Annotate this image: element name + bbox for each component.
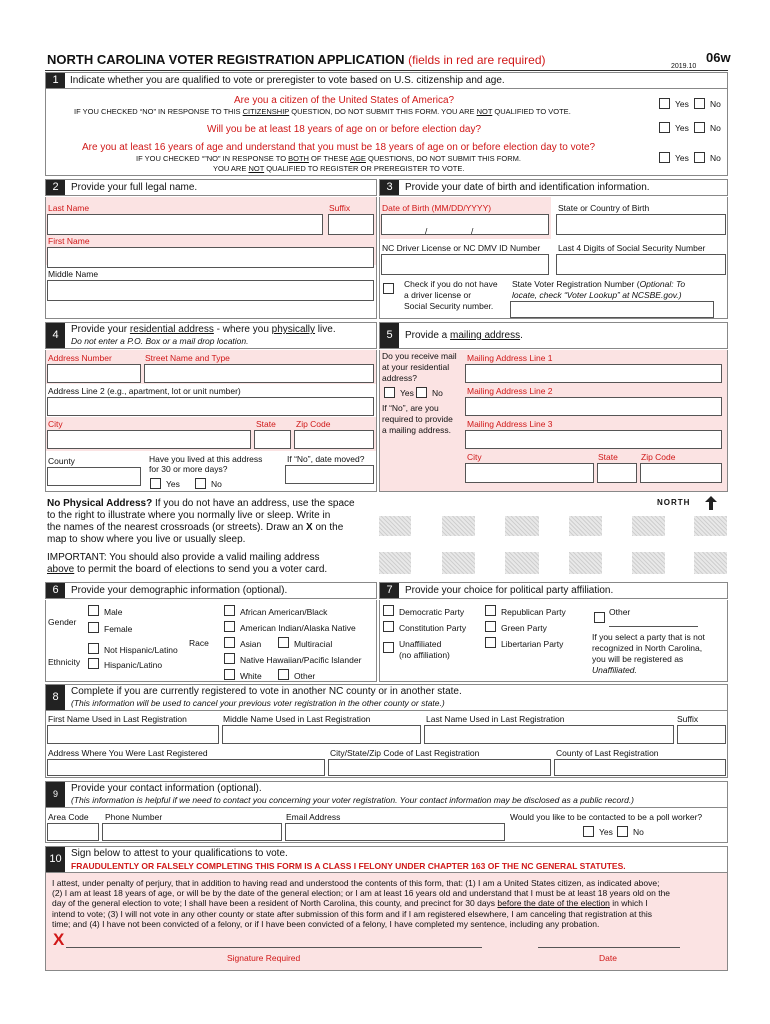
age16-question: Are you at least 16 years of age and understand that you must be 18 years of age on or before election day to vote? [82, 142, 596, 153]
section-1-title: Indicate whether you are qualified to vote or preregister to vote based on U.S. citizenship and age. [70, 75, 505, 86]
ssn-label: Last 4 Digits of Social Security Number [558, 243, 706, 253]
attestation-text: I attest, under penalty of perjury, that in addition to having read and understood the contents of this form, that: (1) I am a United States citizen, as indicated above; (2) I am at least 18 years of age, or will be by the date of the general election; or I am at least 16 years old and understand that I must be at least 18 years old on the day of the general election to vote; I shall have been a resident of North Carolina, this county, and precinct for 30 days before the date of the election in which I intend to vote; (3) I will not vote in any other county or state after submission of this form and if I am registered elsewhere, I am canceling that registration at this time; and (4) I have not been convicted of a felony, or if I have been convicted of a felony, I have completed my sentence, including any probation. [52, 878, 671, 929]
birth-state-field[interactable] [556, 214, 726, 235]
citizen-question: Are you a citizen of the United States of America? [234, 95, 455, 106]
state-label: State [256, 419, 276, 429]
citizen-yes-checkbox[interactable] [659, 98, 670, 109]
green-label: Green Party [501, 623, 547, 633]
section-4-header [45, 322, 377, 349]
date-moved-field[interactable] [285, 465, 374, 484]
prev-last-label: Last Name Used in Last Registration [426, 714, 565, 724]
age-note-1: IF YOU CHECKED “”NO” IN RESPONSE TO BOTH OF THESE AGE QUESTIONS, DO NOT SUBMIT THIS FORM. [136, 154, 521, 163]
nhpi-label: Native Hawaiian/Pacific Islander [240, 655, 362, 665]
section-6-title: Provide your demographic information (optional). [71, 585, 288, 596]
yes-label: Yes [675, 123, 689, 133]
if-no-required-2: required to provide [382, 414, 453, 424]
last-name-label: Last Name [48, 203, 90, 213]
mailing-state-label: State [598, 452, 618, 462]
receive-mail-q3: address? [382, 373, 417, 383]
age-note-2: YOU ARE NOT QUALIFIED TO REGISTER OR PREREGISTER TO VOTE. [213, 164, 465, 173]
yes-label: Yes [599, 827, 613, 837]
section-4-title: Provide your residential address - where you physically live. [71, 324, 336, 335]
signature-line[interactable] [66, 947, 482, 948]
dob-label: Date of Birth (MM/DD/YYYY) [382, 203, 492, 213]
address-line2-field[interactable] [47, 397, 374, 416]
mailing-line2-label: Mailing Address Line 2 [467, 386, 553, 396]
form-version: 2019.10 [671, 63, 697, 70]
hispanic-checkbox[interactable] [88, 658, 99, 669]
unaffiliated-checkbox[interactable] [383, 642, 394, 653]
map-block [694, 552, 727, 574]
hispanic-label: Hispanic/Latino [104, 660, 163, 670]
dl-label: NC Driver License or NC DMV ID Number [382, 243, 541, 253]
no-id-text-2: a driver license or [404, 290, 472, 300]
party-note-3: you will be registered as [592, 654, 684, 664]
if-no-required-1: If “No”, are you [382, 403, 439, 413]
map-block [379, 516, 411, 536]
map-block [379, 552, 411, 574]
address-number-label: Address Number [48, 353, 112, 363]
first-name-field[interactable] [47, 247, 374, 268]
party-note-1: If you select a party that is not [592, 632, 705, 642]
mailing-city-label: City [467, 452, 482, 462]
date-moved-label: If “No”, date moved? [287, 454, 365, 464]
asian-label: Asian [240, 639, 262, 649]
section-3-number: 3 [380, 180, 399, 195]
lived-30-days-label: Have you lived at this address [149, 454, 263, 464]
email-field[interactable] [285, 823, 505, 841]
race-label: Race [189, 638, 209, 648]
ssn-field[interactable] [556, 254, 726, 275]
north-arrow-icon [705, 496, 717, 515]
date-label: Date [599, 953, 617, 963]
zip-field[interactable] [294, 430, 374, 449]
citizen-note: IF YOU CHECKED “NO” IN RESPONSE TO THIS CITIZENSHIP QUESTION, DO NOT SUBMIT THIS FORM. YOU ARE NOT QUALIFIED TO VOTE. [74, 107, 571, 116]
no-id-checkbox[interactable] [383, 283, 394, 294]
age18-yes-checkbox[interactable] [659, 122, 670, 133]
map-block [694, 516, 727, 536]
prev-middle-label: Middle Name Used in Last Registration [223, 714, 371, 724]
section-2-number: 2 [46, 180, 65, 195]
map-block [442, 516, 475, 536]
age18-no-checkbox[interactable] [694, 122, 705, 133]
republican-checkbox[interactable] [485, 605, 496, 616]
mailing-state-field[interactable] [597, 463, 637, 483]
map-block [569, 552, 602, 574]
form-code: 06w [706, 50, 731, 65]
receive-mail-no-checkbox[interactable] [416, 387, 427, 398]
libertarian-checkbox[interactable] [485, 637, 496, 648]
section-4-subtitle: Do not enter a P.O. Box or a mail drop location. [71, 336, 249, 346]
required-note: (fields in red are required) [408, 53, 546, 67]
no-label: No [432, 388, 443, 398]
age16-yes-checkbox[interactable] [659, 152, 670, 163]
yes-label: Yes [400, 388, 414, 398]
no-label: No [633, 827, 644, 837]
first-name-label: First Name [48, 236, 90, 246]
no-label: No [710, 153, 721, 163]
yes-label: Yes [675, 153, 689, 163]
city-label: City [48, 419, 63, 429]
receive-mail-q1: Do you receive mail [382, 351, 457, 361]
democratic-checkbox[interactable] [383, 605, 394, 616]
section-5-header [379, 322, 728, 349]
header-rule [45, 70, 728, 71]
map-block [505, 552, 539, 574]
section-9-number: 9 [46, 782, 65, 807]
section-2-title: Provide your full legal name. [71, 182, 198, 193]
no-physical-address-text: No Physical Address? If you do not have an address, use the space to the right to illustrate where you normally live or sleep. Write in the names of the nearest crossroads (or streets). Draw an X on the map to show where you live or usually sleep. IMPORTANT: You should also provide a valid mailing address above to permit the board of elections to send you a voter card. [47, 498, 355, 575]
prev-address-label: Address Where You Were Last Registered [48, 748, 208, 758]
green-checkbox[interactable] [485, 621, 496, 632]
area-code-field[interactable] [47, 823, 99, 841]
prev-first-field[interactable] [47, 725, 219, 744]
state-field[interactable] [254, 430, 291, 449]
black-label: African American/Black [240, 607, 328, 617]
poll-yes-checkbox[interactable] [583, 826, 594, 837]
prev-middle-field[interactable] [222, 725, 421, 744]
constitution-checkbox[interactable] [383, 621, 394, 632]
prev-csz-label: City/State/Zip Code of Last Registration [330, 748, 480, 758]
white-checkbox[interactable] [224, 669, 235, 680]
multiracial-label: Multiracial [294, 639, 333, 649]
city-field[interactable] [47, 430, 251, 449]
map-block [569, 516, 602, 536]
area-code-label: Area Code [48, 812, 89, 822]
signature-label: Signature Required [227, 953, 301, 963]
lived-no-checkbox[interactable] [195, 478, 206, 489]
state-voter-reg-field[interactable] [510, 301, 714, 318]
yes-label: Yes [675, 99, 689, 109]
section-3-title: Provide your date of birth and identification information. [405, 182, 650, 193]
constitution-label: Constitution Party [399, 623, 467, 633]
map-block [632, 552, 665, 574]
street-label: Street Name and Type [145, 353, 230, 363]
phone-field[interactable] [102, 823, 282, 841]
mailing-city-field[interactable] [465, 463, 594, 483]
mailing-line2-field[interactable] [465, 397, 722, 416]
republican-label: Republican Party [501, 607, 566, 617]
map-block [442, 552, 475, 574]
prev-address-field[interactable] [47, 759, 325, 776]
section-8-title: Complete if you are currently registered to vote in another NC county or in another state. [71, 686, 462, 697]
zip-label: Zip Code [296, 419, 331, 429]
party-note-4: Unaffiliated. [592, 665, 637, 675]
other-party-line [609, 626, 698, 627]
section-6-header [45, 582, 377, 599]
aian-checkbox[interactable] [224, 621, 235, 632]
address-number-field[interactable] [47, 364, 141, 383]
section-9-subtitle: (This information is helpful if we need to contact you concerning your voter registration. Your contact information may be disclosed as a public record.) [71, 795, 635, 805]
section-1-number: 1 [46, 73, 65, 88]
date-line[interactable] [538, 947, 680, 948]
email-label: Email Address [286, 812, 341, 822]
prev-first-label: First Name Used in Last Registration [48, 714, 187, 724]
map-drawing-area[interactable] [379, 494, 728, 579]
female-label: Female [104, 624, 133, 634]
section-3-header [379, 179, 728, 196]
ethnicity-label: Ethnicity [48, 657, 81, 667]
prev-suffix-field[interactable] [677, 725, 726, 744]
section-10-title: Sign below to attest to your qualifications to vote. [71, 848, 288, 859]
phone-label: Phone Number [105, 812, 163, 822]
section-10-header [45, 846, 728, 873]
section-8-number: 8 [46, 685, 65, 710]
signature-x-mark: X [53, 930, 65, 949]
lived-30-days-label-2: for 30 or more days? [149, 464, 228, 474]
no-label: No [211, 479, 222, 489]
mailing-zip-field[interactable] [640, 463, 722, 483]
north-label: NORTH [657, 498, 691, 507]
dob-field[interactable] [381, 214, 549, 235]
asian-checkbox[interactable] [224, 637, 235, 648]
section-4-number: 4 [46, 323, 65, 348]
prev-last-field[interactable] [424, 725, 674, 744]
section-5-title: Provide a mailing address. [405, 330, 523, 341]
multiracial-checkbox[interactable] [278, 637, 289, 648]
section-7-number: 7 [380, 583, 399, 598]
democratic-label: Democratic Party [399, 607, 465, 617]
unaffiliated-label: Unaffiliated [399, 639, 442, 649]
aian-label: American Indian/Alaska Native [240, 623, 356, 633]
section-1-header [45, 72, 728, 89]
male-label: Male [104, 607, 123, 617]
not-hispanic-checkbox[interactable] [88, 643, 99, 654]
mailing-line1-field[interactable] [465, 364, 722, 383]
party-note-2: recognized in North Carolina, [592, 643, 703, 653]
section-7-title: Provide your choice for political party affiliation. [405, 585, 614, 596]
birth-state-label: State or Country of Birth [558, 203, 650, 213]
other-party-label: Other [609, 607, 631, 617]
map-block [632, 516, 665, 536]
state-voter-reg-label-2: locate, check “Voter Lookup” at NCSBE.gov.) [512, 290, 682, 300]
lived-yes-checkbox[interactable] [150, 478, 161, 489]
county-label: County [48, 456, 75, 466]
other-race-label: Other [294, 671, 316, 681]
male-checkbox[interactable] [88, 605, 99, 616]
section-9-title: Provide your contact information (optional). [71, 783, 262, 794]
felony-warning: FRAUDULENTLY OR FALSELY COMPLETING THIS FORM IS A CLASS I FELONY UNDER CHAPTER 163 OF THE NC GENERAL STATUTES. [71, 861, 626, 871]
form-title: NORTH CAROLINA VOTER REGISTRATION APPLICATION (fields in red are required) [47, 52, 546, 67]
dob-slash-2: / [471, 226, 474, 236]
section-8-subtitle: (This information will be used to cancel your previous voter registration in the other county or state.) [71, 698, 445, 708]
prev-csz-field[interactable] [328, 759, 551, 776]
unaffiliated-sublabel: (no affiliation) [399, 650, 450, 660]
no-label: No [710, 99, 721, 109]
prev-county-field[interactable] [554, 759, 726, 776]
not-hispanic-label: Not Hispanic/Latino [104, 645, 178, 655]
poll-no-checkbox[interactable] [617, 826, 628, 837]
prev-suffix-label: Suffix [677, 714, 699, 724]
if-no-required-3: a mailing address. [382, 425, 451, 435]
mailing-line3-label: Mailing Address Line 3 [467, 419, 553, 429]
county-field[interactable] [47, 467, 141, 486]
other-party-checkbox[interactable] [594, 612, 605, 623]
suffix-field[interactable] [328, 214, 374, 235]
yes-label: Yes [166, 479, 180, 489]
nhpi-checkbox[interactable] [224, 653, 235, 664]
receive-mail-yes-checkbox[interactable] [384, 387, 395, 398]
section-7-header [379, 582, 728, 599]
gender-label: Gender [48, 617, 77, 627]
black-checkbox[interactable] [224, 605, 235, 616]
libertarian-label: Libertarian Party [501, 639, 564, 649]
citizen-no-checkbox[interactable] [694, 98, 705, 109]
map-block [505, 516, 539, 536]
dob-slash-1: / [425, 226, 428, 236]
address-line2-label: Address Line 2 (e.g., apartment, lot or unit number) [48, 386, 241, 396]
no-label: No [710, 123, 721, 133]
no-id-text-1: Check if you do not have [404, 279, 498, 289]
section-10-number: 10 [46, 847, 65, 872]
prev-county-label: County of Last Registration [556, 748, 659, 758]
section-6-number: 6 [46, 583, 65, 598]
white-label: White [240, 671, 262, 681]
female-checkbox[interactable] [88, 622, 99, 633]
mailing-zip-label: Zip Code [641, 452, 676, 462]
dl-field[interactable] [381, 254, 549, 275]
age18-question: Will you be at least 18 years of age on or before election day? [207, 124, 482, 135]
age16-no-checkbox[interactable] [694, 152, 705, 163]
other-race-checkbox[interactable] [278, 669, 289, 680]
poll-worker-label: Would you like to be contacted to be a poll worker? [510, 812, 703, 822]
no-id-text-3: Social Security number. [404, 301, 494, 311]
receive-mail-q2: at your residential [382, 362, 450, 372]
section-9-header [45, 781, 728, 808]
middle-name-label: Middle Name [48, 269, 99, 279]
last-name-field[interactable] [47, 214, 323, 235]
street-field[interactable] [144, 364, 374, 383]
section-5-number: 5 [380, 323, 399, 348]
state-voter-reg-label: State Voter Registration Number (Optional: To [512, 279, 686, 289]
suffix-label: Suffix [329, 203, 351, 213]
mailing-line1-label: Mailing Address Line 1 [467, 353, 553, 363]
section-8-header [45, 684, 728, 711]
middle-name-field[interactable] [47, 280, 374, 301]
mailing-line3-field[interactable] [465, 430, 722, 449]
section-2-header [45, 179, 377, 196]
